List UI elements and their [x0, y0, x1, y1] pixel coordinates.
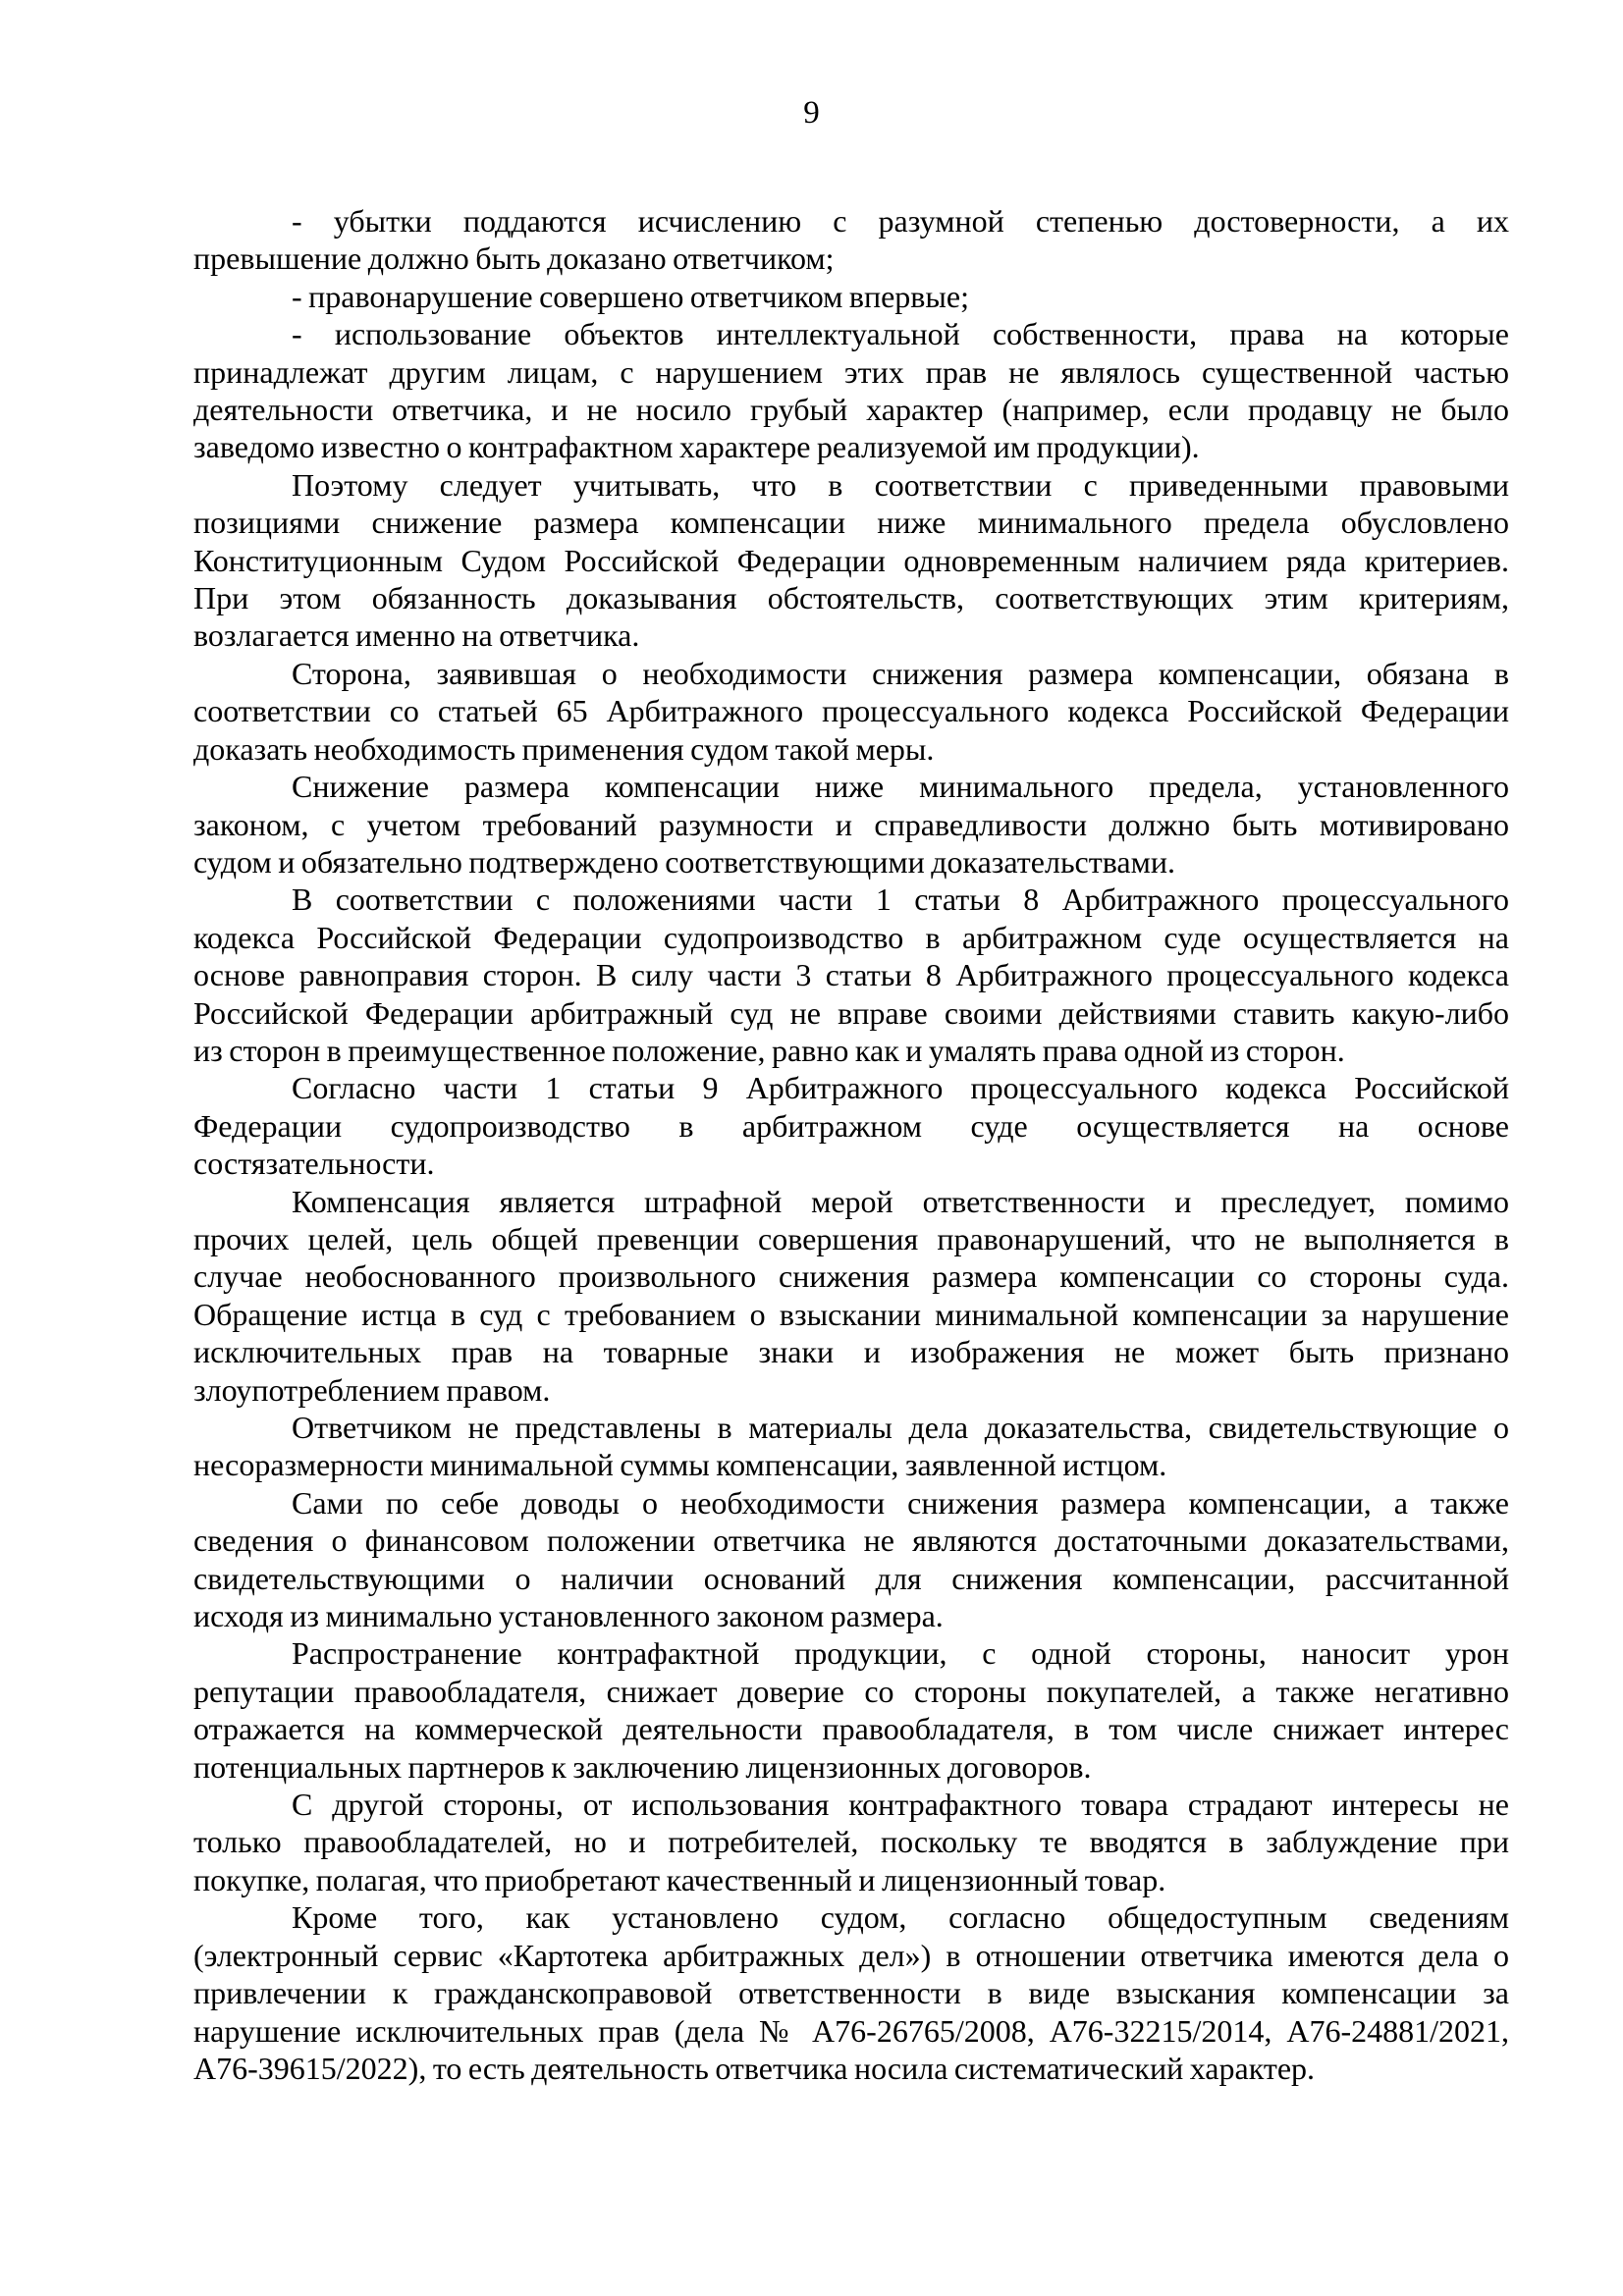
text-line: соответствии со статьей 65 Арбитражного процессуального кодекса Российской Федерации: [193, 693, 1509, 729]
text-line: С другой стороны, от использования контрафактного товара страдают интересы не: [292, 1787, 1509, 1823]
text-line: В соответствии с положениями части 1 статьи 8 Арбитражного процессуального: [292, 881, 1509, 918]
text-line: деятельности ответчика, и не носило грубый характер (например, если продавцу не было: [193, 392, 1509, 428]
text-line: заведомо известно о контрафактном характере реализуемой им продукции).: [193, 429, 1200, 465]
paragraph: [193, 768, 1509, 881]
text-line: А76-39615/2022), то есть деятельность ответчика носила систематический характер.: [193, 2050, 1316, 2086]
text-line: Снижение размера компенсации ниже минимального предела, установленного: [292, 769, 1509, 805]
text-line: Распространение контрафактной продукции, с одной стороны, наносит урон: [292, 1635, 1509, 1672]
text-line: потенциальных партнеров к заключению лицензионных договоров.: [193, 1748, 1092, 1785]
paragraph: [193, 655, 1509, 768]
paragraph: [193, 202, 1509, 278]
paragraph: [193, 1786, 1509, 1898]
text-line: покупке, полагая, что приобретают качественный и лицензионный товар.: [193, 1861, 1166, 1897]
paragraph: [193, 315, 1509, 466]
text-line: доказать необходимость применения судом такой меры.: [193, 730, 935, 767]
text-line: Сторона, заявившая о необходимости снижения размера компенсации, обязана в: [292, 655, 1509, 691]
text-line: Согласно части 1 статьи 9 Арбитражного процессуального кодекса Российской: [292, 1070, 1509, 1106]
text-line: исключительных прав на товарные знаки и изображения не может быть признано: [193, 1334, 1509, 1370]
text-line: прочих целей, цель общей превенции совершения правонарушений, что не выполняется в: [193, 1220, 1509, 1256]
text-line: репутации правообладателя, снижает доверие со стороны покупателей, а также негативно: [193, 1673, 1509, 1709]
text-line: злоупотреблением правом.: [193, 1371, 551, 1408]
text-line: Российской Федерации арбитражный суд не вправе своими действиями ставить какую-либо: [193, 994, 1509, 1031]
text-line: отражается на коммерческой деятельности правообладателя, в том числе снижает интерес: [193, 1711, 1509, 1747]
text-line: привлечении к гражданскоправовой ответственности в виде взыскания компенсации за: [193, 1975, 1509, 2011]
text-line: Конституционным Судом Российской Федерации одновременным наличием ряда критериев.: [193, 542, 1509, 578]
text-line: Федерации судопроизводство в арбитражном суде осуществляется на основе: [193, 1107, 1509, 1144]
text-line: позициями снижение размера компенсации ниже минимального предела обусловлено: [193, 505, 1509, 541]
text-line: Сами по себе доводы о необходимости снижения размера компенсации, а также: [292, 1484, 1509, 1521]
text-line: возлагается именно на ответчика.: [193, 617, 640, 654]
text-line: Поэтому следует учитывать, что в соответствии с приведенными правовыми: [292, 466, 1509, 503]
text-line: Обращение истца в суд с требованием о взыскании минимальной компенсации за нарушение: [193, 1296, 1509, 1332]
text-line: исходя из минимально установленного законом размера.: [193, 1598, 944, 1634]
page-number: 9: [803, 95, 820, 131]
text-line: свидетельствующими о наличии оснований для снижения компенсации, рассчитанной: [193, 1560, 1509, 1596]
text-line: - использование объектов интеллектуальной собственности, права на которые: [292, 316, 1509, 352]
paragraph: [193, 1634, 1509, 1786]
text-line: принадлежат другим лицам, с нарушением этих прав не являлось существенной частью: [193, 353, 1509, 390]
paragraph: [193, 1183, 1509, 1409]
paragraph: [193, 1069, 1509, 1182]
paragraph: [193, 1898, 1509, 2087]
paragraph: [193, 466, 1509, 655]
text-line: сведения о финансовом положении ответчика не являются достаточными доказательствами,: [193, 1522, 1509, 1559]
text-line: - убытки поддаются исчислению с разумной степенью достоверности, а их: [292, 203, 1509, 239]
paragraph: [193, 1484, 1509, 1635]
text-line: нарушение исключительных прав (дела № А76-26765/2008, А76-32215/2014, А76-24881/2021,: [193, 2012, 1509, 2049]
text-line: кодекса Российской Федерации судопроизводство в арбитражном суде осуществляется на: [193, 919, 1509, 955]
text-line: При этом обязанность доказывания обстоятельств, соответствующих этим критериям,: [193, 580, 1509, 616]
paragraph: [193, 278, 1509, 315]
text-line: несоразмерности минимальной суммы компенсации, заявленной истцом.: [193, 1447, 1167, 1483]
text-line: превышение должно быть доказано ответчиком;: [193, 240, 835, 277]
text-line: состязательности.: [193, 1146, 435, 1182]
text-line: Кроме того, как установлено судом, согласно общедоступным сведениям: [292, 1899, 1509, 1936]
text-line: только правообладателей, но и потребителей, поскольку те вводятся в заблуждение при: [193, 1824, 1509, 1860]
text-line: Ответчиком не представлены в материалы дела доказательства, свидетельствующие о: [292, 1410, 1509, 1445]
text-line: Компенсация является штрафной мерой ответственности и преследует, помимо: [292, 1183, 1509, 1219]
text-line: судом и обязательно подтверждено соответствующими доказательствами.: [193, 843, 1175, 880]
document-body: [193, 202, 1509, 2087]
text-line: основе равноправия сторон. В силу части 3 статьи 8 Арбитражного процессуального кодекса: [193, 957, 1509, 993]
paragraph: [193, 881, 1509, 1069]
text-line: законом, с учетом требований разумности и справедливости должно быть мотивировано: [193, 806, 1509, 842]
text-line: (электронный сервис «Картотека арбитражных дел») в отношении ответчика имеются дела о: [193, 1937, 1509, 1973]
text-line: случае необоснованного произвольного снижения размера компенсации со стороны суда.: [193, 1258, 1509, 1295]
text-line: из сторон в преимущественное положение, равно как и умалять права одной из сторон.: [193, 1032, 1345, 1068]
paragraph: [193, 1409, 1509, 1484]
text-line: - правонарушение совершено ответчиком впервые;: [292, 278, 969, 314]
